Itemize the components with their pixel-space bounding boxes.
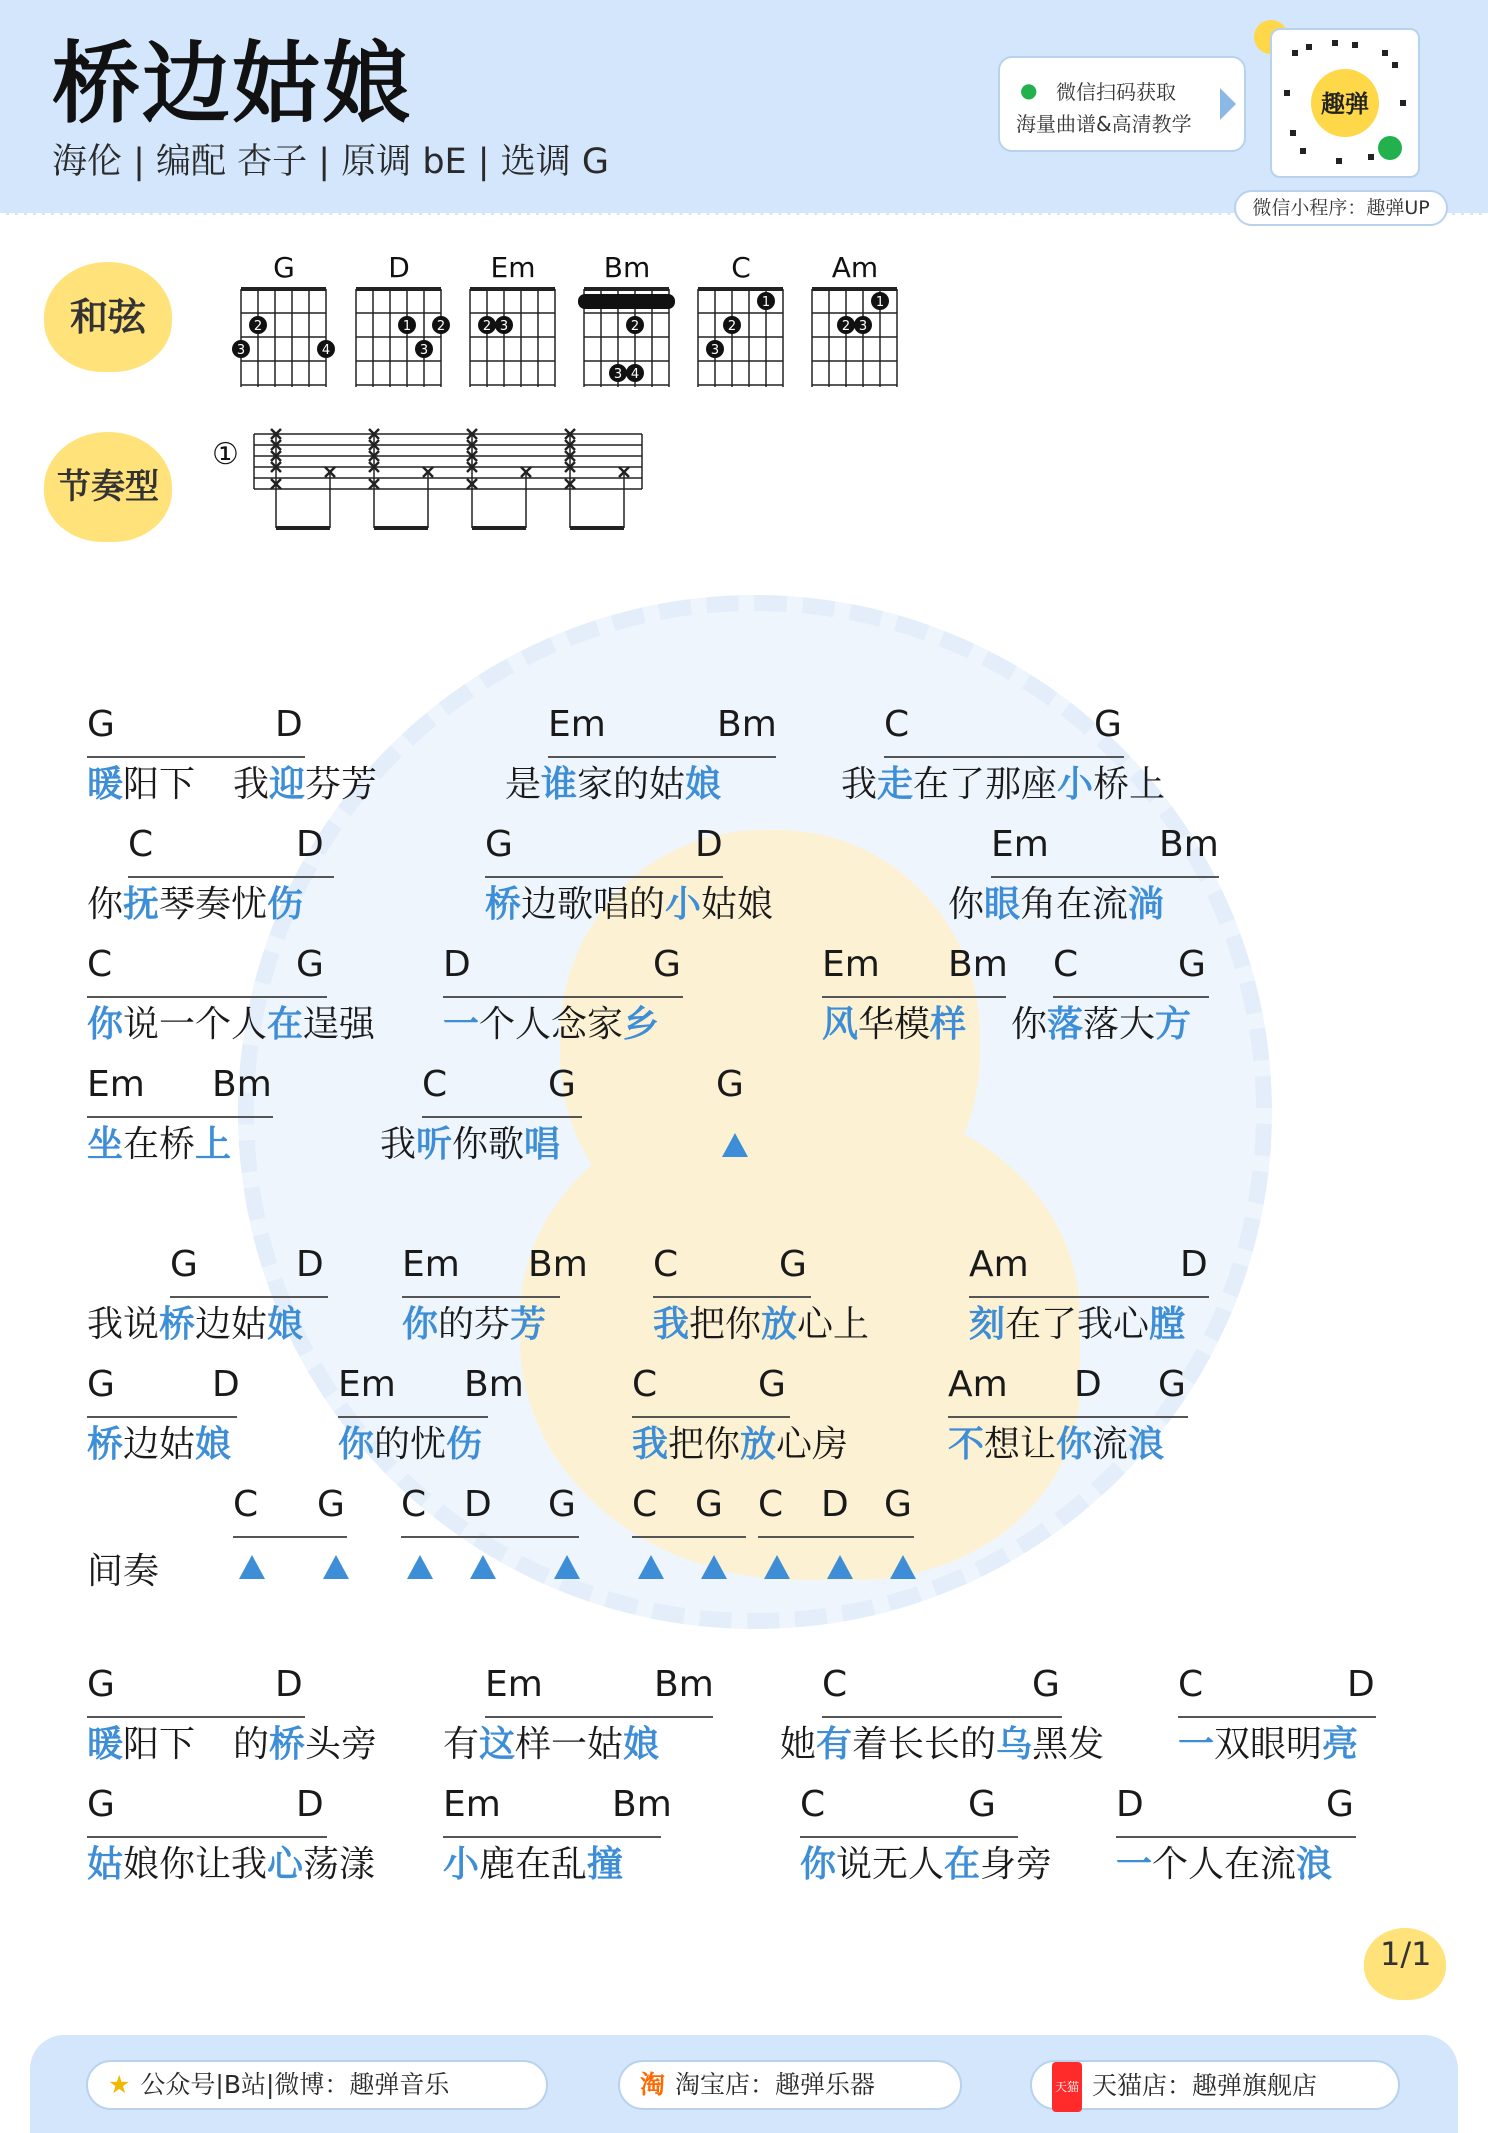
footer-social-text: 公众号|B站|微博：趣弹音乐: [140, 2070, 450, 2099]
strum-marker: [470, 1555, 496, 1579]
lyric-line: 我听你歌唱: [380, 1124, 561, 1165]
chord-label: G: [758, 1364, 786, 1405]
chord-label: Bm: [654, 1664, 714, 1705]
taobao-icon: 淘: [640, 2070, 666, 2099]
strum-marker: [323, 1555, 349, 1579]
star-icon: ★: [108, 2070, 131, 2099]
lyric-line: 我走在了那座小桥上: [841, 764, 1166, 805]
chord-label: C: [1053, 944, 1079, 985]
chord-diagram-name: Am: [831, 251, 879, 284]
chord-underline: [969, 1296, 1209, 1298]
lyric-line: 一个人在流浪: [1116, 1844, 1333, 1885]
strum-marker: [407, 1555, 433, 1579]
chord-diagram-name: G: [273, 251, 295, 284]
chord-label: G: [695, 1484, 723, 1525]
chord-label: C: [653, 1244, 679, 1285]
chord-label: G: [779, 1244, 807, 1285]
svg-text:4: 4: [321, 343, 331, 358]
chord-label: C: [1178, 1664, 1204, 1705]
lyric-line: 是谁家的姑娘: [505, 764, 722, 805]
strum-marker: [701, 1555, 727, 1579]
lyric-line: 她有着长长的乌黑发: [780, 1724, 1105, 1765]
tmall-icon-text: 天猫: [1055, 2080, 1080, 2094]
chord-label: G: [1326, 1784, 1354, 1825]
chord-underline: [401, 1536, 579, 1538]
chord-label: G: [968, 1784, 996, 1825]
rhythm-pattern: [210, 428, 650, 538]
chord-label: C: [128, 824, 154, 865]
wechat-icon: ●: [1020, 78, 1038, 102]
footer-tmall-text: 天猫店：趣弹旗舰店: [1092, 2071, 1318, 2100]
svg-text:2: 2: [482, 319, 492, 334]
qr-code[interactable]: [1270, 28, 1420, 178]
chord-label: G: [485, 824, 513, 865]
footer-taobao-text: 淘宝店：趣弹乐器: [675, 2070, 876, 2099]
strum-marker: [239, 1555, 265, 1579]
chord-label: D: [821, 1484, 849, 1525]
chord-underline: [170, 1296, 328, 1298]
chord-underline: [1116, 1836, 1356, 1838]
chord-label: G: [548, 1484, 576, 1525]
chord-label: Bm: [464, 1364, 524, 1405]
chord-underline: [422, 1116, 582, 1118]
chord-underline: [1053, 996, 1209, 998]
chord-underline: [485, 876, 723, 878]
qr-center-text: 趣弹: [1321, 90, 1369, 118]
chord-underline: [485, 1716, 713, 1718]
lyric-line: 我把你放心房: [632, 1424, 849, 1465]
svg-text:3: 3: [419, 343, 429, 358]
chord-diagram-name: Em: [490, 251, 536, 284]
strum-marker: [890, 1555, 916, 1579]
chord-label: D: [1347, 1664, 1375, 1705]
svg-text:1: 1: [761, 295, 771, 310]
tmall-icon: [1052, 2062, 1082, 2112]
lyric-line: 桥边姑娘: [87, 1424, 232, 1465]
chord-label: D: [464, 1484, 492, 1525]
lyric-line: 姑娘你让我心荡漾: [87, 1844, 376, 1885]
chord-underline: [548, 756, 776, 758]
chord-label: Em: [548, 704, 606, 745]
chord-label: C: [632, 1364, 658, 1405]
song-credits: 海伦 | 编配 杏子 | 原调 bE | 选调 G: [52, 142, 609, 182]
chord-label: C: [758, 1484, 784, 1525]
chord-label: C: [401, 1484, 427, 1525]
svg-text:2: 2: [727, 319, 737, 334]
lyric-line: 你说一个人在逞强: [87, 1004, 376, 1045]
chord-label: G: [1032, 1664, 1060, 1705]
chord-label: C: [87, 944, 113, 985]
chord-label: D: [296, 1784, 324, 1825]
chord-diagram-name: C: [731, 251, 751, 284]
chord-label: D: [1180, 1244, 1208, 1285]
chord-underline: [443, 996, 683, 998]
svg-text:1: 1: [402, 319, 412, 334]
footer-social-link[interactable]: [86, 2060, 548, 2110]
chord-underline: [822, 1716, 1062, 1718]
chord-label: G: [1178, 944, 1206, 985]
chord-underline: [87, 1836, 327, 1838]
chord-underline: [128, 876, 334, 878]
chord-underline: [1178, 1716, 1376, 1718]
lyric-line: 不想让你流浪: [948, 1424, 1165, 1465]
chord-label: Bm: [948, 944, 1008, 985]
chord-label: G: [296, 944, 324, 985]
mini-program-label: 微信小程序：趣弹UP: [1234, 190, 1448, 226]
svg-text:3: 3: [499, 319, 509, 334]
chord-underline: [443, 1836, 661, 1838]
chord-label: G: [87, 1784, 115, 1825]
qr-prompt-box: [998, 56, 1246, 152]
chord-label: D: [1116, 1784, 1144, 1825]
chord-label: Bm: [212, 1064, 272, 1105]
chord-underline: [233, 1536, 347, 1538]
chord-label: G: [653, 944, 681, 985]
chord-underline: [87, 1716, 305, 1718]
svg-text:2: 2: [253, 319, 263, 334]
chord-label: G: [87, 1664, 115, 1705]
lyric-line: 你的芬芳: [402, 1304, 547, 1345]
strum-marker: [827, 1555, 853, 1579]
lyric-line: 我迎芬芳: [233, 764, 378, 805]
strum-marker: [554, 1555, 580, 1579]
chord-label: Em: [402, 1244, 460, 1285]
svg-text:1: 1: [875, 295, 885, 310]
chord-label: Em: [443, 1784, 501, 1825]
lyric-line: 风华模样: [822, 1004, 967, 1045]
lyric-line: 你说无人在身旁: [800, 1844, 1053, 1885]
chord-underline: [948, 1416, 1188, 1418]
chord-underline: [822, 996, 1006, 998]
svg-text:2: 2: [436, 319, 446, 334]
chord-underline: [758, 1536, 914, 1538]
lyric-line: 你落落大方: [1011, 1004, 1192, 1045]
chord-label: G: [1158, 1364, 1186, 1405]
lyric-line: 暖阳下: [87, 764, 196, 805]
chord-label: C: [233, 1484, 259, 1525]
lyric-line: 你的忧伤: [338, 1424, 483, 1465]
chord-label: G: [548, 1064, 576, 1105]
lyric-line: 刻在了我心膛: [969, 1304, 1186, 1345]
rhythm-section-badge: 节奏型: [44, 432, 172, 542]
strum-marker: [764, 1555, 790, 1579]
chord-label: Em: [485, 1664, 543, 1705]
chord-label: C: [632, 1484, 658, 1525]
lyric-line: 我把你放心上: [653, 1304, 870, 1345]
chord-underline: [87, 756, 305, 758]
svg-text:3: 3: [710, 343, 720, 358]
chord-label: D: [212, 1364, 240, 1405]
lyric-line: 你眼角在流淌: [948, 884, 1165, 925]
qr-prompt-line2: 海量曲谱&高清教学: [1016, 112, 1192, 136]
song-title: 桥边姑娘: [52, 32, 413, 135]
lyric-line: 桥边歌唱的小姑娘: [485, 884, 774, 925]
chord-underline: [338, 1416, 488, 1418]
svg-text:4: 4: [630, 367, 640, 382]
strum-marker: [722, 1133, 748, 1157]
chord-label: G: [317, 1484, 345, 1525]
chord-underline: [87, 1116, 273, 1118]
chord-diagram-name: D: [388, 251, 410, 284]
qr-prompt-line1: 微信扫码获取: [1056, 80, 1176, 104]
chord-label: D: [296, 824, 324, 865]
lyric-line: 暖阳下: [87, 1724, 196, 1765]
chords-section-badge: 和弦: [44, 262, 172, 372]
chord-label: C: [422, 1064, 448, 1105]
chord-label: Em: [338, 1364, 396, 1405]
arrow-right-icon: [1220, 88, 1236, 120]
chord-label: Am: [948, 1364, 1008, 1405]
lyric-line: 一双眼明亮: [1178, 1724, 1359, 1765]
chord-label: G: [87, 704, 115, 745]
lyric-line: 你抚琴奏忧伤: [87, 884, 304, 925]
chord-underline: [800, 1836, 1018, 1838]
barre-bar: [578, 294, 675, 309]
chord-underline: [632, 1536, 746, 1538]
footer-taobao-link[interactable]: [618, 2060, 962, 2110]
svg-text:3: 3: [613, 367, 623, 382]
page-number: 1/1: [1380, 1935, 1432, 1973]
lyric-line: 有这样一姑娘: [443, 1724, 660, 1765]
chord-diagrams: [225, 245, 925, 395]
chord-label: C: [800, 1784, 826, 1825]
chord-label: D: [695, 824, 723, 865]
interlude-label: 间奏: [87, 1551, 160, 1592]
svg-text:2: 2: [841, 319, 851, 334]
chord-label: C: [822, 1664, 848, 1705]
lyric-line: 坐在桥上: [87, 1124, 232, 1165]
chord-underline: [653, 1296, 811, 1298]
rhythm-number: ①: [212, 437, 239, 472]
chord-label: Em: [991, 824, 1049, 865]
chord-label: Am: [969, 1244, 1029, 1285]
footer-tmall-link[interactable]: [1030, 2060, 1400, 2110]
chord-label: D: [296, 1244, 324, 1285]
chord-label: D: [275, 704, 303, 745]
chord-label: G: [87, 1364, 115, 1405]
chord-label: G: [170, 1244, 198, 1285]
chord-label: Bm: [1159, 824, 1219, 865]
chord-diagram-name: Bm: [603, 251, 651, 284]
chord-label: Bm: [612, 1784, 672, 1825]
lyric-line: 小鹿在乱撞: [443, 1844, 624, 1885]
chord-label: Bm: [717, 704, 777, 745]
chord-underline: [884, 756, 1124, 758]
chord-label: Em: [822, 944, 880, 985]
svg-text:3: 3: [858, 319, 868, 334]
svg-text:2: 2: [630, 319, 640, 334]
chord-label: G: [716, 1064, 744, 1105]
chord-underline: [402, 1296, 560, 1298]
chord-label: D: [275, 1664, 303, 1705]
chord-label: G: [1094, 704, 1122, 745]
chord-label: Bm: [528, 1244, 588, 1285]
svg-text:3: 3: [236, 343, 246, 358]
chord-underline: [87, 1416, 237, 1418]
chord-label: D: [443, 944, 471, 985]
lyric-line: 一个人念家乡: [443, 1004, 660, 1045]
chord-label: D: [1074, 1364, 1102, 1405]
chord-underline: [632, 1416, 790, 1418]
strum-marker: [638, 1555, 664, 1579]
chord-label: C: [884, 704, 910, 745]
chord-underline: [87, 996, 327, 998]
lyric-line: 的桥头旁: [233, 1724, 378, 1765]
lyric-line: 我说桥边姑娘: [87, 1304, 304, 1345]
chord-label: G: [884, 1484, 912, 1525]
chord-label: Em: [87, 1064, 145, 1105]
chord-underline: [991, 876, 1219, 878]
